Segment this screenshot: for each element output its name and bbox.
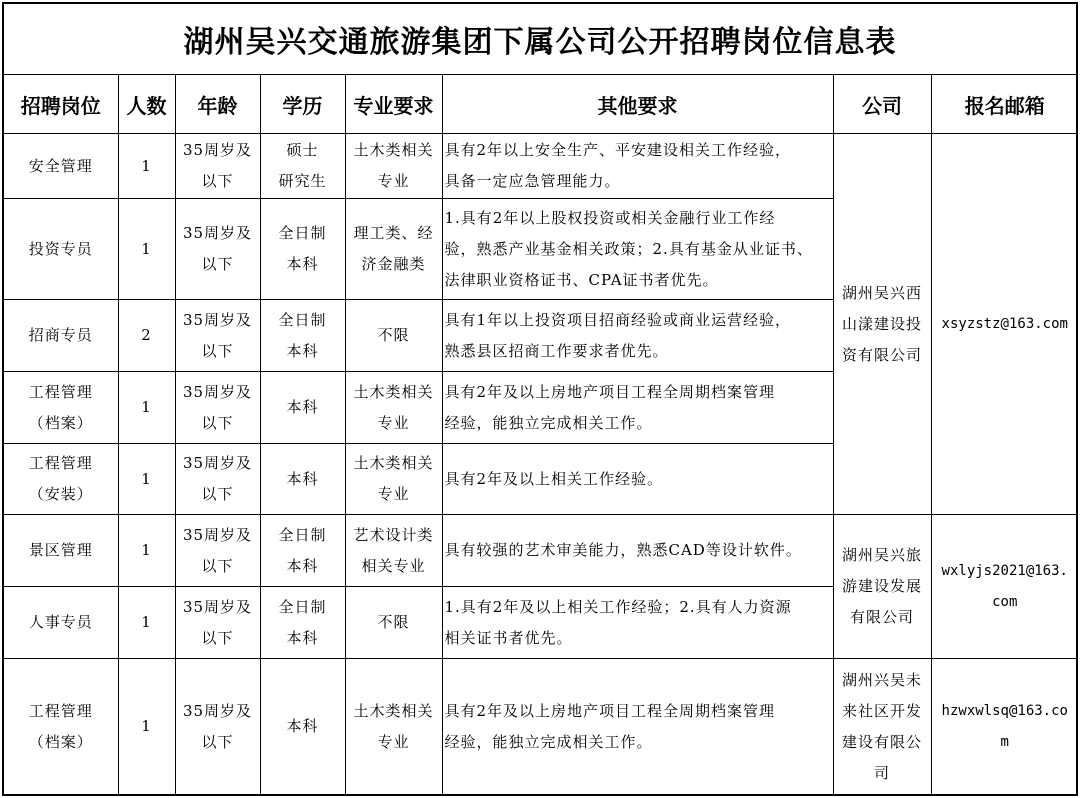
count-cell: 1 xyxy=(118,134,175,199)
position-cell: 投资专员 xyxy=(4,199,118,300)
age-cell: 35周岁及 以下 xyxy=(175,372,260,444)
header-company: 公司 xyxy=(833,75,931,134)
age-cell: 35周岁及 以下 xyxy=(175,134,260,199)
position-cell: 工程管理 （档案） xyxy=(4,659,118,795)
other-requirements-cell: 具有2年及以上房地产项目工程全周期档案管理 经验，能独立完成相关工作。 xyxy=(442,372,833,444)
education-cell: 本科 xyxy=(260,444,345,515)
recruitment-sheet xyxy=(2,2,1078,796)
major-cell: 不限 xyxy=(345,587,442,659)
company-cell: 湖州兴吴未 来社区开发 建设有限公 司 xyxy=(833,659,931,795)
education-cell: 全日制 本科 xyxy=(260,587,345,659)
age-cell: 35周岁及 以下 xyxy=(175,659,260,795)
sheet-title: 湖州吴兴交通旅游集团下属公司公开招聘岗位信息表 xyxy=(4,4,1076,75)
education-cell: 全日制 本科 xyxy=(260,300,345,372)
major-cell: 土木类相关 专业 xyxy=(345,444,442,515)
header-count: 人数 xyxy=(118,75,175,134)
count-cell: 2 xyxy=(118,300,175,372)
age-cell: 35周岁及 以下 xyxy=(175,300,260,372)
age-cell: 35周岁及 以下 xyxy=(175,199,260,300)
company-cell: 湖州吴兴西 山漾建设投 资有限公司 xyxy=(833,134,931,515)
position-cell: 人事专员 xyxy=(4,587,118,659)
positions-table xyxy=(4,75,1078,795)
education-cell: 全日制 本科 xyxy=(260,515,345,587)
count-cell: 1 xyxy=(118,199,175,300)
position-cell: 招商专员 xyxy=(4,300,118,372)
header-age: 年龄 xyxy=(175,75,260,134)
email-cell: hzwxwlsq@163.co m xyxy=(931,659,1078,795)
education-cell: 本科 xyxy=(260,372,345,444)
table-row xyxy=(4,659,1078,795)
header-position: 招聘岗位 xyxy=(4,75,118,134)
major-cell: 不限 xyxy=(345,300,442,372)
major-cell: 理工类、经 济金融类 xyxy=(345,199,442,300)
header-major: 专业要求 xyxy=(345,75,442,134)
age-cell: 35周岁及 以下 xyxy=(175,444,260,515)
major-cell: 土木类相关 专业 xyxy=(345,134,442,199)
major-cell: 艺术设计类 相关专业 xyxy=(345,515,442,587)
count-cell: 1 xyxy=(118,659,175,795)
other-requirements-cell: 1.具有2年及以上相关工作经验；2.具有人力资源 相关证书者优先。 xyxy=(442,587,833,659)
header-education: 学历 xyxy=(260,75,345,134)
major-cell: 土木类相关 专业 xyxy=(345,372,442,444)
age-cell: 35周岁及 以下 xyxy=(175,515,260,587)
count-cell: 1 xyxy=(118,587,175,659)
other-requirements-cell: 具有2年以上安全生产、平安建设相关工作经验， 具备一定应急管理能力。 xyxy=(442,134,833,199)
header-email: 报名邮箱 xyxy=(931,75,1078,134)
table-row xyxy=(4,134,1078,199)
other-requirements-cell: 具有1年以上投资项目招商经验或商业运营经验， 熟悉县区招商工作要求者优先。 xyxy=(442,300,833,372)
other-requirements-cell: 具有2年及以上房地产项目工程全周期档案管理 经验，能独立完成相关工作。 xyxy=(442,659,833,795)
company-cell: 湖州吴兴旅 游建设发展 有限公司 xyxy=(833,515,931,659)
other-requirements-cell: 1.具有2年以上股权投资或相关金融行业工作经 验，熟悉产业基金相关政策；2.具有基金从业证书、 法律职业资格证书、CPA证书者优先。 xyxy=(442,199,833,300)
count-cell: 1 xyxy=(118,515,175,587)
education-cell: 全日制 本科 xyxy=(260,199,345,300)
table-row xyxy=(4,515,1078,587)
other-requirements-cell: 具有2年及以上相关工作经验。 xyxy=(442,444,833,515)
other-requirements-cell: 具有较强的艺术审美能力，熟悉CAD等设计软件。 xyxy=(442,515,833,587)
major-cell: 土木类相关 专业 xyxy=(345,659,442,795)
header-row xyxy=(4,75,1078,134)
email-cell: xsyzstz@163.com xyxy=(931,134,1078,515)
position-cell: 安全管理 xyxy=(4,134,118,199)
count-cell: 1 xyxy=(118,444,175,515)
email-cell: wxlyjs2021@163. com xyxy=(931,515,1078,659)
education-cell: 硕士 研究生 xyxy=(260,134,345,199)
position-cell: 景区管理 xyxy=(4,515,118,587)
count-cell: 1 xyxy=(118,372,175,444)
header-other: 其他要求 xyxy=(442,75,833,134)
age-cell: 35周岁及 以下 xyxy=(175,587,260,659)
position-cell: 工程管理 （档案） xyxy=(4,372,118,444)
position-cell: 工程管理 （安装） xyxy=(4,444,118,515)
education-cell: 本科 xyxy=(260,659,345,795)
